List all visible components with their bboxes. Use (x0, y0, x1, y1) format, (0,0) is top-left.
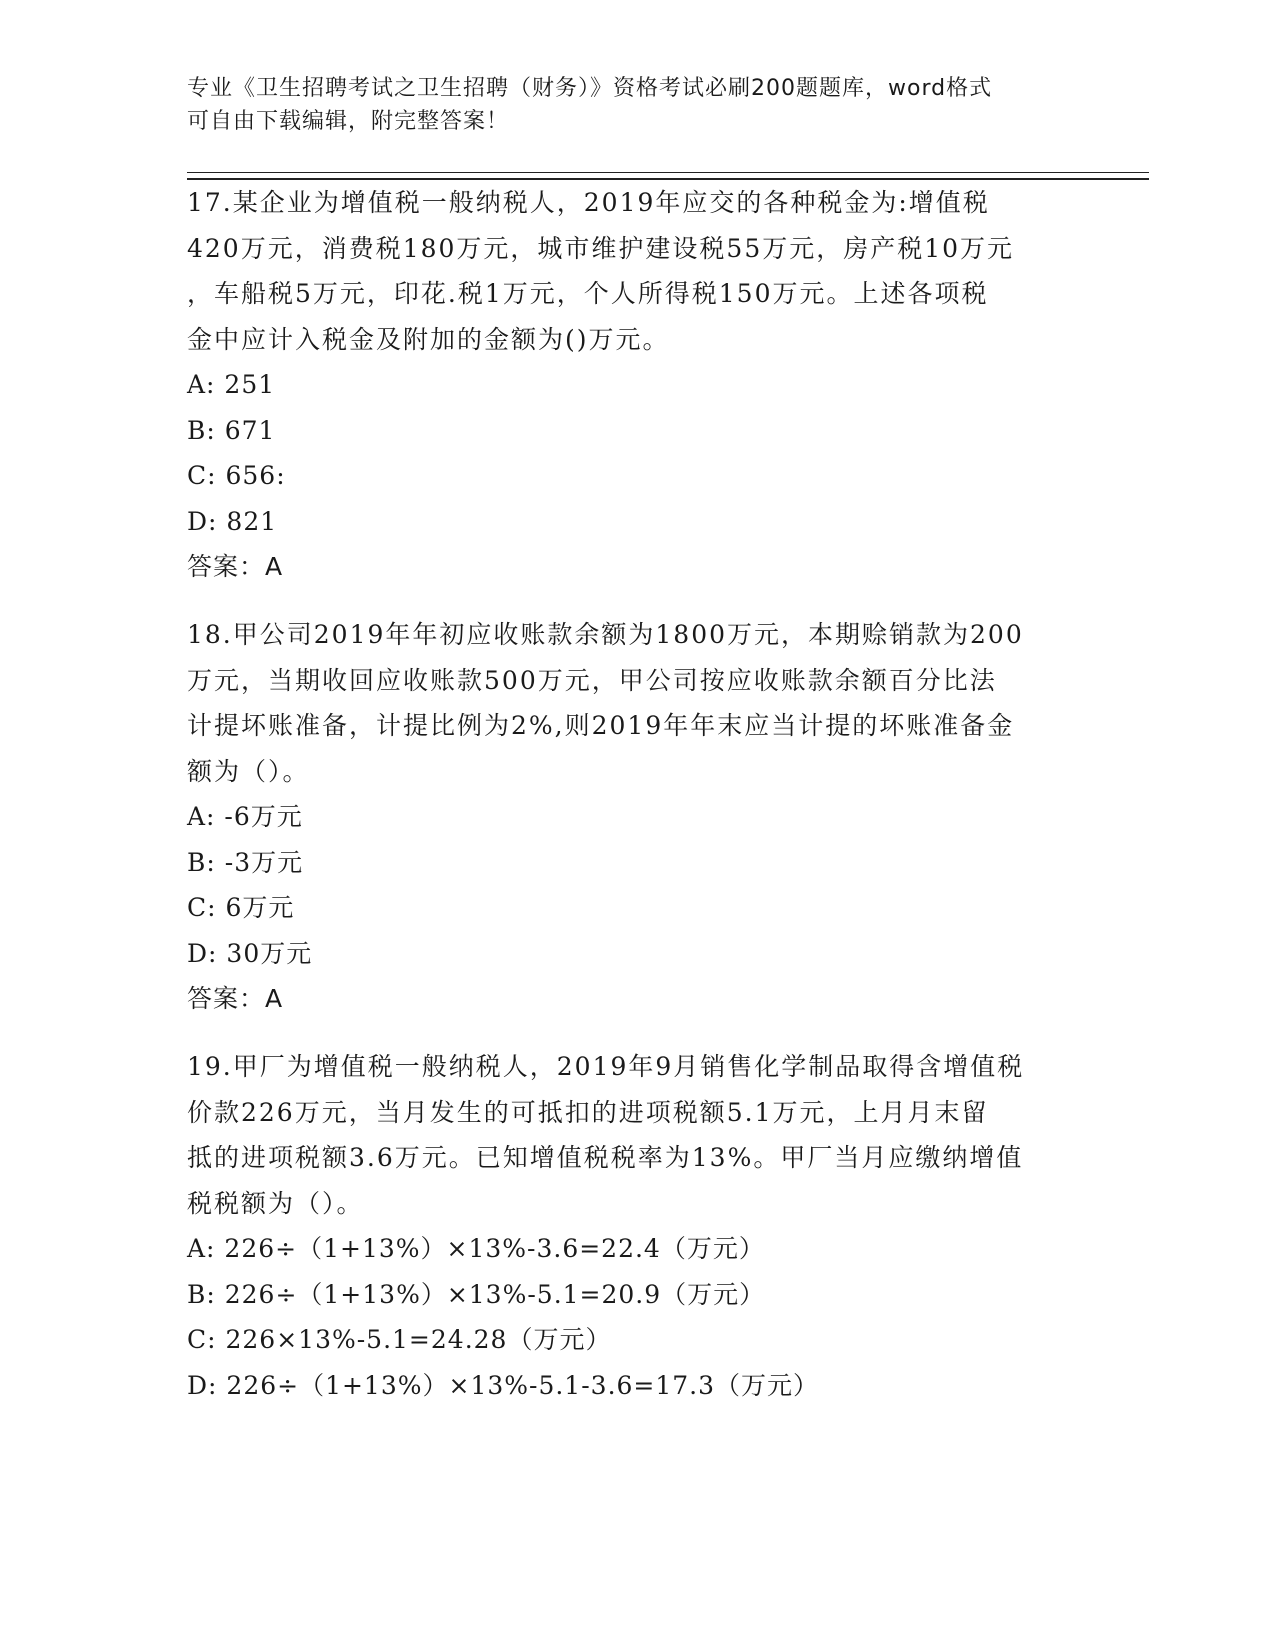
option-b: B: 671 (187, 415, 276, 445)
question-stem-line: 17.某企业为增值税一般纳税人，2019年应交的各种税金为:增值税 (187, 188, 990, 217)
question-stem-line: ，车船税5万元，印花.税1万元，个人所得税150万元。上述各项税 (187, 279, 989, 308)
option-d: D: 30万元 (187, 938, 313, 968)
option-b: B: -3万元 (187, 847, 304, 877)
option-a: A: 251 (187, 370, 276, 399)
option-d: D: 226÷（1+13%）×13%-5.1-3.6=17.3（万元） (187, 1370, 820, 1400)
option-c: C: 6万元 (187, 893, 295, 922)
question-stem-line: 额为（）。 (187, 756, 310, 786)
option-c: C: 656: (187, 461, 286, 490)
question-19 (187, 1044, 1087, 1408)
option-a: A: -6万元 (187, 802, 303, 831)
option-b: B: 226÷（1+13%）×13%-5.1=20.9（万元） (187, 1279, 766, 1309)
question-18 (187, 612, 1087, 1022)
answer-label: 答案：A (187, 984, 284, 1013)
header-line-1: 专业《卫生招聘考试之卫生招聘（财务）》资格考试必刷200题题库，word格式 (187, 76, 993, 101)
question-stem-line: 抵的进项税额3.6万元。已知增值税税率为13%。甲厂当月应缴纳增值 (187, 1143, 1024, 1172)
header-divider-thin (187, 172, 1149, 173)
question-stem-line: 计提坏账准备，计提比例为2%,则2019年年末应当计提的坏账准备金 (187, 711, 1015, 740)
question-stem-line: 19.甲厂为增值税一般纳税人，2019年9月销售化学制品取得含增值税 (187, 1052, 1025, 1081)
question-stem-line: 18.甲公司2019年年初应收账款余额为1800万元，本期赊销款为200 (187, 620, 1024, 649)
answer-label: 答案：A (187, 552, 284, 581)
question-stem-line: 价款226万元，当月发生的可抵扣的进项税额5.1万元，上月月末留 (187, 1097, 989, 1127)
option-c: C: 226×13%-5.1=24.28（万元） (187, 1325, 612, 1354)
option-a: A: 226÷（1+13%）×13%-3.6=22.4（万元） (187, 1234, 765, 1263)
document-header (187, 72, 1067, 138)
question-stem-line: 420万元，消费税180万元，城市维护建设税55万元，房产税10万元 (187, 233, 1015, 263)
option-d: D: 821 (187, 506, 278, 536)
header-line-2: 可自由下载编辑，附完整答案！ (187, 109, 510, 134)
question-stem-line: 金中应计入税金及附加的金额为()万元。 (187, 324, 670, 354)
question-17 (187, 180, 1087, 590)
question-stem-line: 税税额为（）。 (187, 1188, 364, 1218)
question-stem-line: 万元，当期收回应收账款500万元，甲公司按应收账款余额百分比法 (187, 665, 997, 695)
